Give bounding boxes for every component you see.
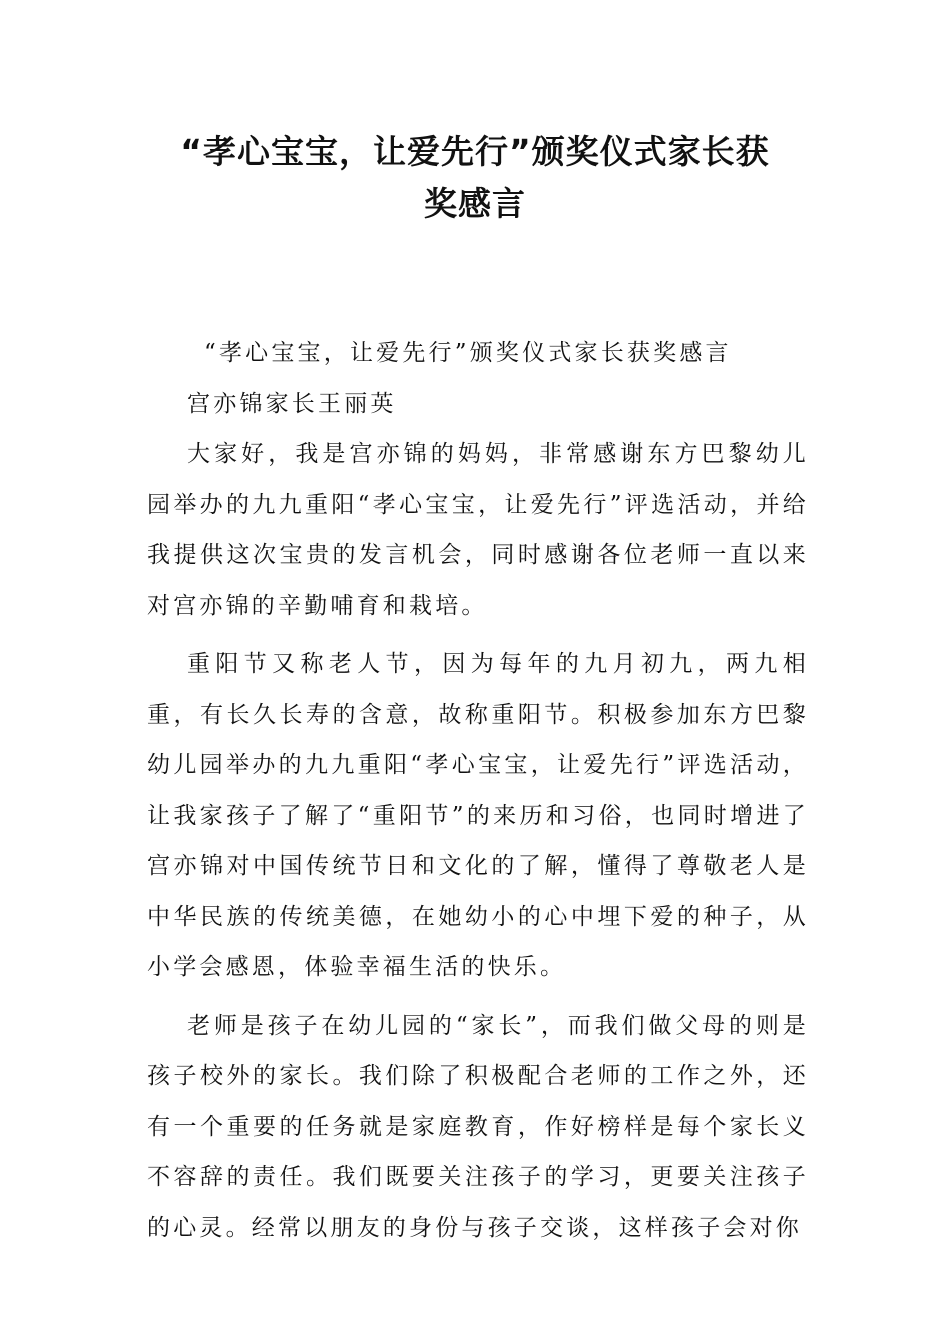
author-line: 宫亦锦家长王丽英 [187,390,397,417]
title-line-2: 奖感言 [424,184,526,223]
title-line-1: “孝心宝宝，让爱先行”颁奖仪式家长获 [180,132,770,171]
document-body [147,328,809,1253]
document-subtitle: “孝心宝宝，让爱先行”颁奖仪式家长获奖感言 [204,340,732,366]
paragraph-1: 大家好，我是宫亦锦的妈妈，非常感谢东方巴黎幼儿园举办的九九重阳“孝心宝宝，让爱先行”评选活动，并给我提供这次宝贵的发言机会，同时感谢各位老师一直以来对宫亦锦的辛勤哺育和栽培。 [147,441,809,619]
document-title [150,126,800,230]
paragraph-3: 老师是孩子在幼儿园的“家长”，而我们做父母的则是孩子校外的家长。我们除了积极配合老师的工作之外，还有一个重要的任务就是家庭教育，作好榜样是每个家长义不容辞的责任。我们既要关注孩子的学习，更要关注孩子的心灵。经常以朋友的身份与孩子交谈，这样孩子会对你 [147,1012,809,1241]
paragraph-2: 重阳节又称老人节，因为每年的九月初九，两九相重，有长久长寿的含意，故称重阳节。积极参加东方巴黎幼儿园举办的九九重阳“孝心宝宝，让爱先行”评选活动，让我家孩子了解了“重阳节”的来历和习俗，也同时增进了宫亦锦对中国传统节日和文化的了解，懂得了尊敬老人是中华民族的传统美德，在她幼小的心中埋下爱的种子，从小学会感恩，体验幸福生活的快乐。 [147,651,809,980]
